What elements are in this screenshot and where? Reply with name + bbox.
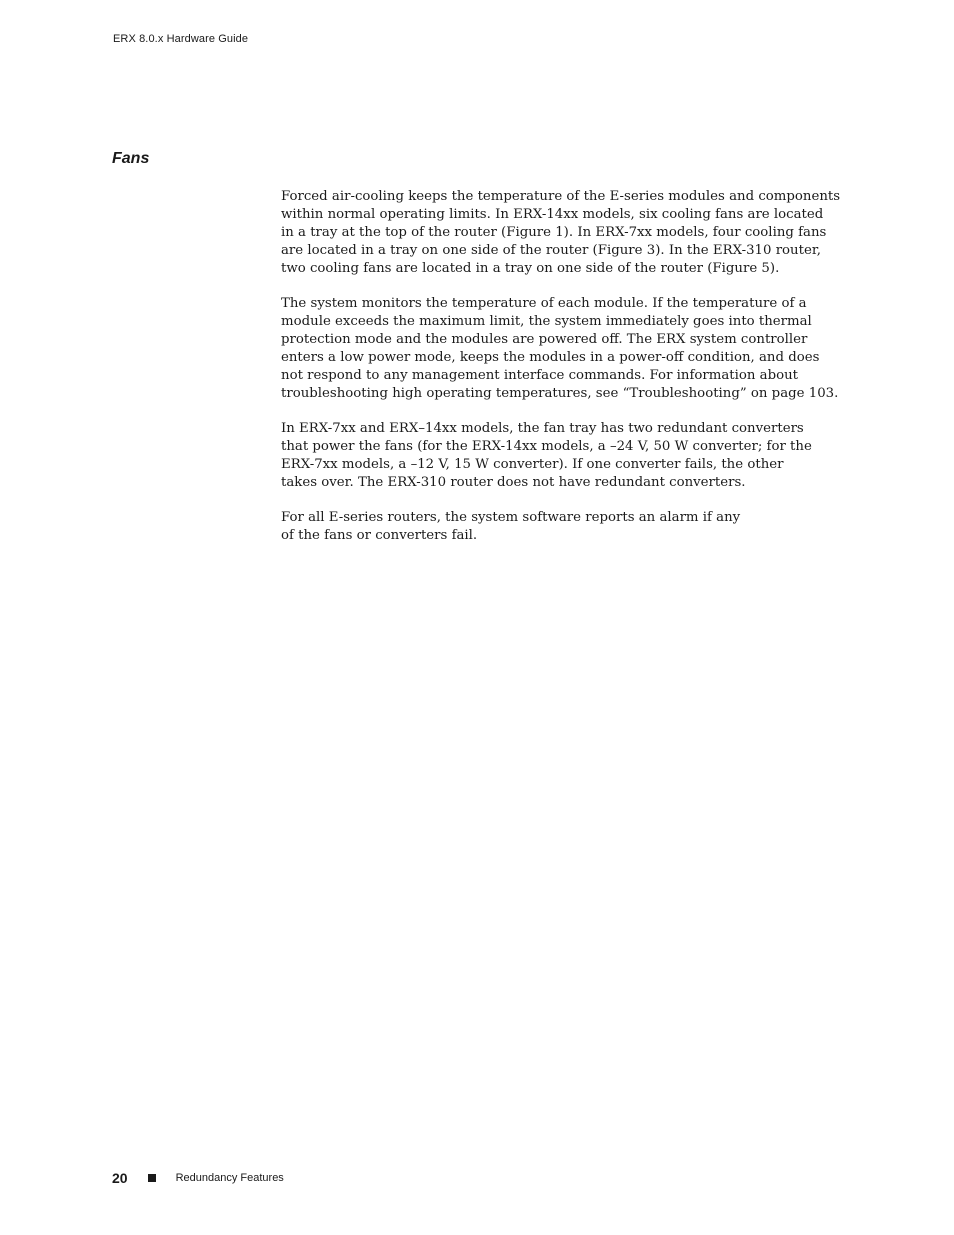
section-title: Fans <box>112 150 150 167</box>
text-line: For all E-series routers, the system software reports an alarm if any <box>281 510 741 525</box>
text-line: not respond to any management interface commands. For information about <box>281 368 799 383</box>
text-line: two cooling fans are located in a tray on one side of the router (Figure 5). <box>281 261 780 276</box>
text-line: enters a low power mode, keeps the modules in a power-off condition, and does <box>281 350 820 365</box>
paragraph-forced-air-cooling <box>281 188 851 278</box>
paragraph-temperature-monitoring <box>281 295 851 403</box>
running-header: ERX 8.0.x Hardware Guide <box>113 33 249 45</box>
footer-section-label: Redundancy Features <box>175 1172 284 1184</box>
body-text <box>281 188 851 562</box>
text-line: Forced air-cooling keeps the temperature of the E-series modules and components <box>281 189 841 204</box>
text-line: of the fans or converters fail. <box>281 528 478 543</box>
text-line: In ERX-7xx and ERX–14xx models, the fan tray has two redundant converters <box>281 421 804 436</box>
text-line: The system monitors the temperature of each module. If the temperature of a <box>281 296 807 311</box>
text-line: ERX-7xx models, a –12 V, 15 W converter). If one converter fails, the other <box>281 457 784 472</box>
page-footer <box>112 1170 284 1186</box>
text-line: protection mode and the modules are powered off. The ERX system controller <box>281 332 808 347</box>
paragraph-redundant-converters <box>281 420 851 492</box>
page-number: 20 <box>112 1170 128 1186</box>
text-line: in a tray at the top of the router (Figure 1). In ERX-7xx models, four cooling fans <box>281 225 827 240</box>
text-line: are located in a tray on one side of the router (Figure 3). In the ERX-310 router, <box>281 243 821 258</box>
text-line: takes over. The ERX-310 router does not have redundant converters. <box>281 475 746 490</box>
text-line: module exceeds the maximum limit, the system immediately goes into thermal <box>281 314 812 329</box>
paragraph-alarm-reporting <box>281 509 851 545</box>
text-line: within normal operating limits. In ERX-14xx models, six cooling fans are located <box>281 207 824 222</box>
square-bullet-icon <box>148 1174 156 1182</box>
text-line: troubleshooting high operating temperatures, see “Troubleshooting” on page 103. <box>281 386 839 401</box>
text-line: that power the fans (for the ERX-14xx models, a –24 V, 50 W converter; for the <box>281 439 812 454</box>
